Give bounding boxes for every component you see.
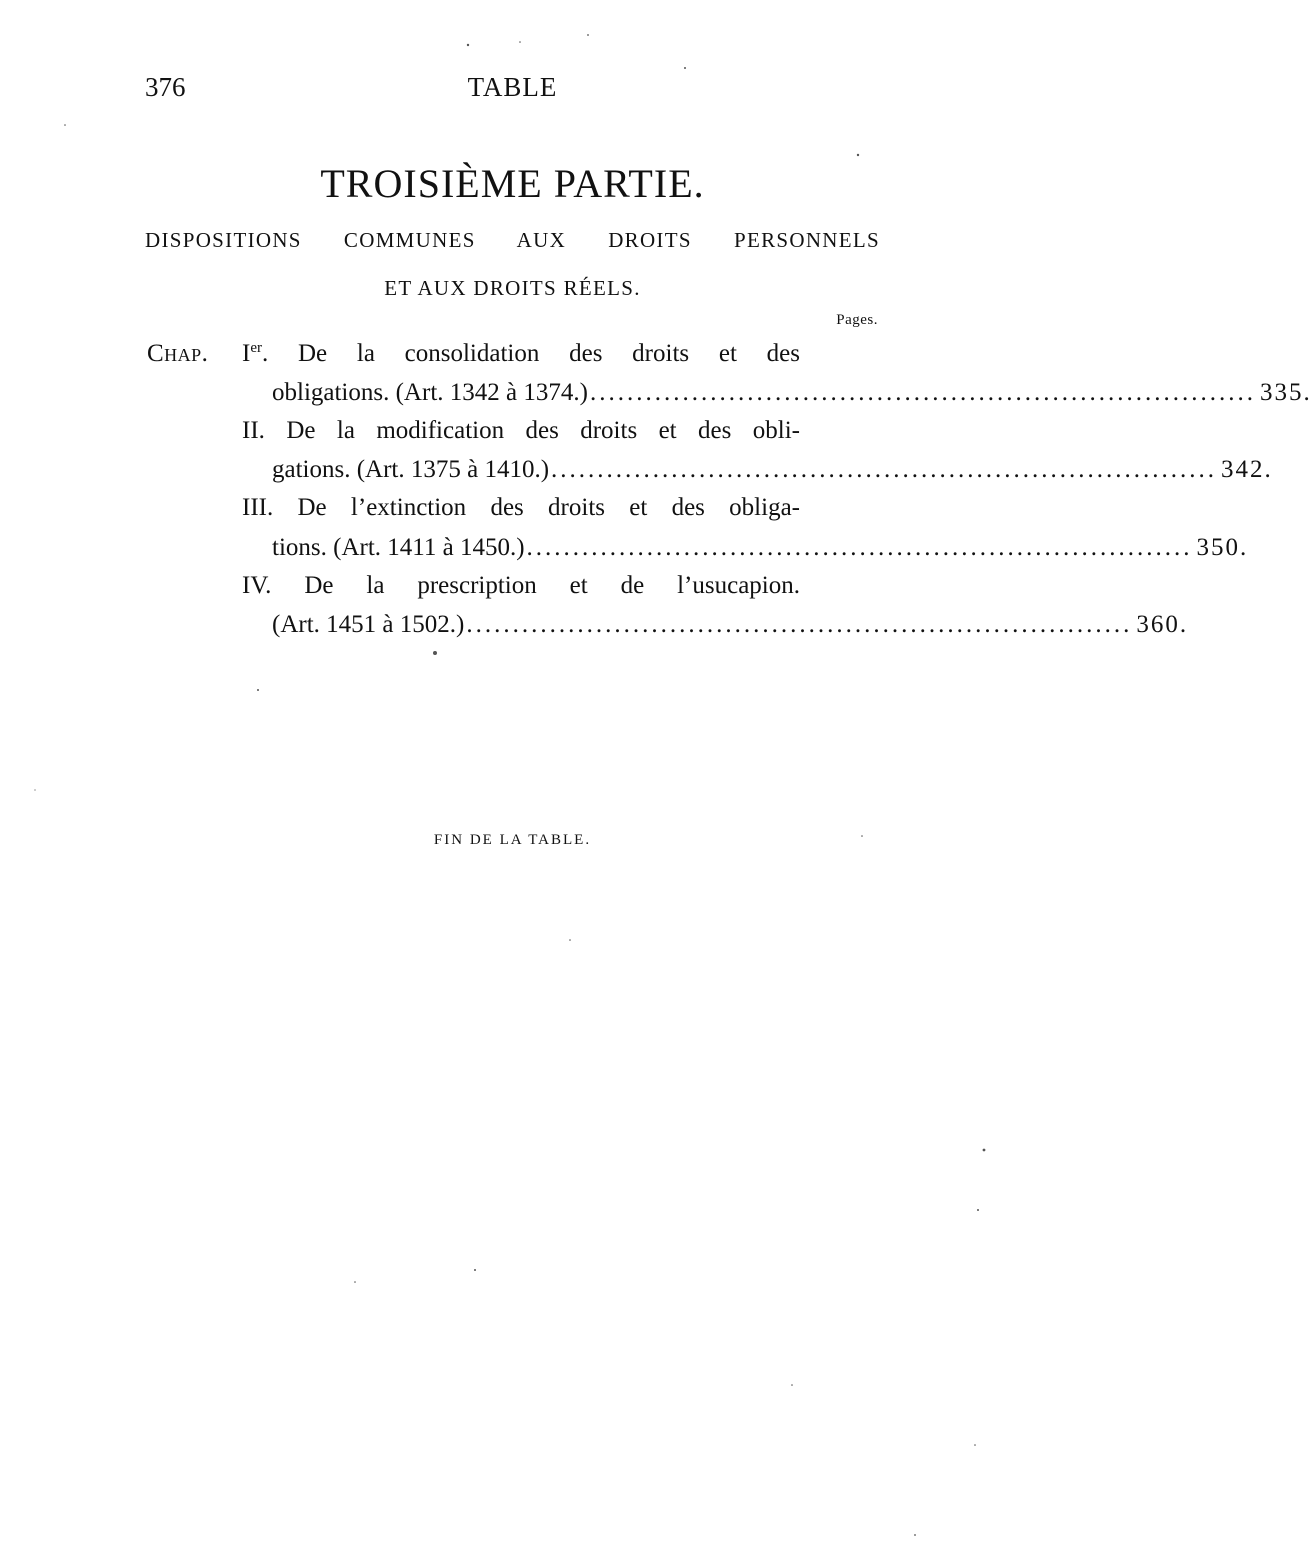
toc-entry-3-line-2 [272,533,1249,563]
toc-entry-3-numeral: III [242,494,267,521]
dot-leader: ........................................................................ [589,379,1256,406]
dot-leader: ........................................................................ [526,534,1193,561]
toc-entry-4-line-1 [242,571,800,601]
toc-entry-3-reference: tions. (Art. 1411 à 1450.) [272,534,525,561]
toc-entry-2-reference: gations. (Art. 1375 à 1410.) [272,456,550,483]
part-title: TROISIÈME PARTIE. [320,161,705,206]
toc-entry-1-title: . De la consolidation des droits et des [261,340,800,367]
running-title: TABLE [467,72,558,102]
toc-entry-4-line-2 [272,610,1189,640]
toc-entry-2-title: . De la modification des droits et des obli- [258,417,800,444]
pages-column-heading: Pages. [836,312,878,328]
dot-leader: ........................................................................ [551,456,1218,483]
toc-entry-1-reference: obligations. (Art. 1342 à 1374.) [272,379,588,406]
page-number: 376 [145,72,186,102]
toc-entry-1-numeral: I [242,340,251,367]
toc-entry-1-line-2 [272,378,1312,408]
toc-entry-4-title: . De la prescription et de l’usucapion. [265,572,800,599]
toc-entry-2-line-2 [272,455,1273,485]
toc-entry-4-page: 360. [1136,611,1189,638]
toc-entry-3-title: . De l’extinction des droits et des obliga- [266,494,800,521]
toc-entry-2-numeral: II [242,417,259,444]
chapter-label: Chap. [147,340,209,367]
part-subtitle-line-2: ET AUX DROITS RÉELS. [384,276,641,300]
toc-entry-1-numeral-superscript: er [250,340,262,356]
toc-entry-3-line-1 [242,493,800,523]
toc-entry-1-line-1 [242,339,800,369]
toc-entry-1-page: 335. [1259,379,1312,406]
toc-entry-3-page: 350. [1196,534,1249,561]
end-note: FIN DE LA TABLE. [433,832,592,848]
toc-entry-4-reference: (Art. 1451 à 1502.) [272,611,465,638]
toc-entry-4-numeral: IV [242,572,266,599]
toc-entry-2-line-1 [242,416,800,446]
part-subtitle-line-1: DISPOSITIONS COMMUNES AUX DROITS PERSONNELS [145,228,880,252]
toc-entry-2-page: 342. [1221,456,1273,483]
dot-leader: ........................................................................ [466,611,1133,638]
running-head [0,72,1000,108]
